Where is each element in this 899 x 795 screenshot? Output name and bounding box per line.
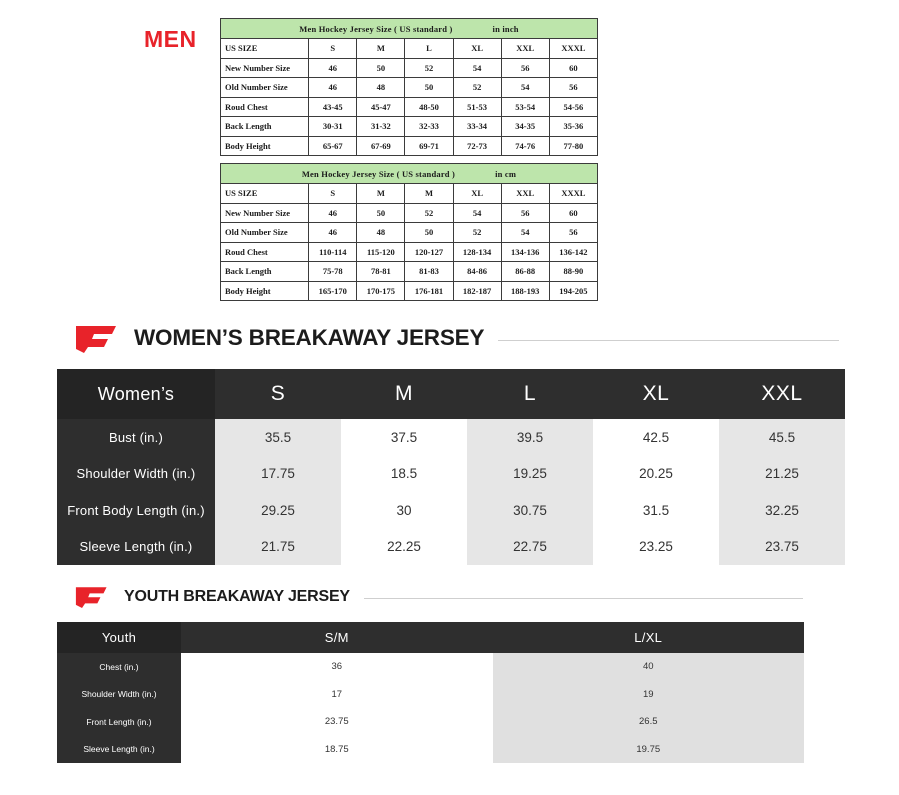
table-row — [57, 708, 804, 736]
womens-col-xxl: XXL — [719, 369, 845, 419]
men-inch-row-2-label: Roud Chest — [221, 97, 309, 117]
womens-size-section — [0, 323, 899, 565]
womens-section-title: WOMEN’S BREAKAWAY JERSEY — [134, 325, 485, 350]
men-cm-header-row — [221, 184, 598, 204]
womens-row-2-v2: 30.75 — [467, 492, 593, 529]
men-cm-row-2-label: Roud Chest — [221, 242, 309, 262]
men-inch-row-2-v5: 54-56 — [549, 97, 597, 117]
womens-row-0-v1: 37.5 — [341, 419, 467, 456]
men-inch-title-left: Men Hockey Jersey Size ( US standard ) — [299, 23, 453, 34]
men-cm-row-0-v2: 52 — [405, 203, 453, 223]
womens-row-1-v1: 18.5 — [341, 456, 467, 493]
men-inch-row-3-v0: 30-31 — [309, 117, 357, 137]
men-cm-row-3-v5: 88-90 — [549, 262, 597, 282]
men-cm-row-4-v2: 176-181 — [405, 281, 453, 301]
men-cm-col-4: XL — [453, 184, 501, 204]
men-cm-row-4-label: Body Height — [221, 281, 309, 301]
womens-row-2-v0: 29.25 — [215, 492, 341, 529]
men-cm-row-3-v0: 75-78 — [309, 262, 357, 282]
youth-row-0-label: Chest (in.) — [57, 653, 181, 681]
men-cm-col-6: XXXL — [549, 184, 597, 204]
men-inch-row-4-v5: 77-80 — [549, 136, 597, 156]
womens-col-s: S — [215, 369, 341, 419]
men-inch-row-4-v3: 72-73 — [453, 136, 501, 156]
table-row — [221, 78, 598, 98]
men-cm-col-1: S — [309, 184, 357, 204]
men-cm-col-0: US SIZE — [221, 184, 309, 204]
womens-row-2-v3: 31.5 — [593, 492, 719, 529]
youth-row-2-v1: 26.5 — [493, 708, 805, 736]
men-cm-row-4-v5: 194-205 — [549, 281, 597, 301]
womens-row-1-v3: 20.25 — [593, 456, 719, 493]
youth-row-1-label: Shoulder Width (in.) — [57, 681, 181, 709]
womens-header-row — [57, 369, 845, 419]
men-cm-row-1-v3: 52 — [453, 223, 501, 243]
men-cm-row-1-label: Old Number Size — [221, 223, 309, 243]
men-cm-row-0-label: New Number Size — [221, 203, 309, 223]
womens-section-header — [74, 323, 899, 353]
men-cm-row-3-v4: 86-88 — [501, 262, 549, 282]
men-tables-gap — [220, 156, 598, 163]
men-cm-row-0-v0: 46 — [309, 203, 357, 223]
youth-row-3-label: Sleeve Length (in.) — [57, 736, 181, 764]
womens-row-3-v2: 22.75 — [467, 529, 593, 566]
men-cm-col-3: M — [405, 184, 453, 204]
men-inch-row-1-v4: 54 — [501, 78, 549, 98]
table-row — [221, 117, 598, 137]
men-inch-row-1-label: Old Number Size — [221, 78, 309, 98]
youth-row-2-label: Front Length (in.) — [57, 708, 181, 736]
youth-row-3-v1: 19.75 — [493, 736, 805, 764]
fanatics-logo-icon — [74, 585, 110, 608]
table-row — [57, 681, 804, 709]
womens-row-2-label: Front Body Length (in.) — [57, 492, 215, 529]
men-cm-row-1-v2: 50 — [405, 223, 453, 243]
men-inch-header-row — [221, 39, 598, 59]
men-cm-table — [220, 163, 598, 301]
men-inch-row-1-v1: 48 — [357, 78, 405, 98]
womens-row-3-v0: 21.75 — [215, 529, 341, 566]
men-cm-row-4-v0: 165-170 — [309, 281, 357, 301]
men-inch-row-4-v2: 69-71 — [405, 136, 453, 156]
table-row — [221, 97, 598, 117]
womens-size-table — [57, 369, 845, 565]
men-inch-row-1-v5: 56 — [549, 78, 597, 98]
youth-row-2-v0: 23.75 — [181, 708, 493, 736]
men-cm-row-0-v1: 50 — [357, 203, 405, 223]
youth-size-section — [0, 585, 899, 763]
men-inch-col-5: XXL — [501, 39, 549, 59]
womens-row-0-v2: 39.5 — [467, 419, 593, 456]
men-cm-row-2-v0: 110-114 — [309, 242, 357, 262]
womens-corner-label: Women’s — [57, 369, 215, 419]
men-inch-row-2-v4: 53-54 — [501, 97, 549, 117]
men-inch-table — [220, 18, 598, 156]
men-inch-col-3: L — [405, 39, 453, 59]
men-cm-title-left: Men Hockey Jersey Size ( US standard ) — [301, 168, 456, 179]
men-inch-row-4-label: Body Height — [221, 136, 309, 156]
men-inch-col-1: S — [309, 39, 357, 59]
men-inch-row-3-v4: 34-35 — [501, 117, 549, 137]
youth-row-1-v0: 17 — [181, 681, 493, 709]
men-label: MEN — [144, 26, 197, 52]
men-cm-row-3-v1: 78-81 — [357, 262, 405, 282]
men-inch-row-3-v2: 32-33 — [405, 117, 453, 137]
youth-section-header — [74, 585, 899, 608]
men-cm-row-2-v2: 120-127 — [405, 242, 453, 262]
womens-row-1-label: Shoulder Width (in.) — [57, 456, 215, 493]
men-inch-row-3-v1: 31-32 — [357, 117, 405, 137]
table-row — [57, 529, 845, 566]
womens-row-0-v3: 42.5 — [593, 419, 719, 456]
men-inch-row-2-v1: 45-47 — [357, 97, 405, 117]
men-inch-col-2: M — [357, 39, 405, 59]
men-cm-row-1-v0: 46 — [309, 223, 357, 243]
men-inch-col-0: US SIZE — [221, 39, 309, 59]
youth-row-0-v1: 40 — [493, 653, 805, 681]
womens-col-m: M — [341, 369, 467, 419]
men-inch-row-0-v4: 56 — [501, 58, 549, 78]
men-inch-row-0-v0: 46 — [309, 58, 357, 78]
youth-corner-label: Youth — [57, 622, 181, 653]
womens-table-wrap — [57, 369, 845, 565]
men-cm-col-2: M — [357, 184, 405, 204]
men-inch-row-0-v2: 52 — [405, 58, 453, 78]
men-size-section — [0, 0, 899, 301]
men-inch-row-1-v3: 52 — [453, 78, 501, 98]
table-row — [221, 58, 598, 78]
men-cm-row-1-v1: 48 — [357, 223, 405, 243]
womens-row-2-v1: 30 — [341, 492, 467, 529]
men-inch-row-4-v0: 65-67 — [309, 136, 357, 156]
men-inch-row-0-v1: 50 — [357, 58, 405, 78]
men-cm-row-2-v1: 115-120 — [357, 242, 405, 262]
table-row — [57, 419, 845, 456]
womens-row-3-v4: 23.75 — [719, 529, 845, 566]
men-cm-row-2-v5: 136-142 — [549, 242, 597, 262]
womens-row-1-v4: 21.25 — [719, 456, 845, 493]
men-cm-col-5: XXL — [501, 184, 549, 204]
men-cm-row-1-v5: 56 — [549, 223, 597, 243]
men-inch-title-row — [221, 19, 598, 39]
womens-row-2-v4: 32.25 — [719, 492, 845, 529]
womens-row-0-v4: 45.5 — [719, 419, 845, 456]
men-cm-row-4-v3: 182-187 — [453, 281, 501, 301]
men-inch-row-2-v3: 51-53 — [453, 97, 501, 117]
youth-table-wrap — [57, 622, 804, 763]
womens-row-3-v1: 22.25 — [341, 529, 467, 566]
womens-row-0-label: Bust (in.) — [57, 419, 215, 456]
table-row — [221, 136, 598, 156]
men-inch-row-0-v5: 60 — [549, 58, 597, 78]
men-cm-row-0-v4: 56 — [501, 203, 549, 223]
men-cm-row-4-v4: 188-193 — [501, 281, 549, 301]
men-inch-title-right: in inch — [492, 23, 519, 34]
men-cm-row-2-v4: 134-136 — [501, 242, 549, 262]
youth-row-3-v0: 18.75 — [181, 736, 493, 764]
youth-col-lxl: L/XL — [493, 622, 805, 653]
men-cm-title-cell — [221, 164, 598, 184]
womens-col-xl: XL — [593, 369, 719, 419]
fanatics-logo-icon — [74, 323, 120, 353]
table-row — [57, 653, 804, 681]
men-inch-row-1-v2: 50 — [405, 78, 453, 98]
men-inch-row-1-v0: 46 — [309, 78, 357, 98]
men-cm-row-3-v3: 84-86 — [453, 262, 501, 282]
men-inch-col-4: XL — [453, 39, 501, 59]
womens-divider — [498, 340, 839, 341]
table-row — [57, 492, 845, 529]
men-cm-row-3-label: Back Length — [221, 262, 309, 282]
womens-row-0-v0: 35.5 — [215, 419, 341, 456]
men-cm-row-0-v5: 60 — [549, 203, 597, 223]
womens-col-l: L — [467, 369, 593, 419]
men-cm-row-1-v4: 54 — [501, 223, 549, 243]
men-cm-title-row — [221, 164, 598, 184]
womens-row-1-v2: 19.25 — [467, 456, 593, 493]
table-row — [57, 736, 804, 764]
table-row — [57, 456, 845, 493]
men-tables — [220, 18, 598, 301]
men-inch-row-3-v5: 35-36 — [549, 117, 597, 137]
table-row — [221, 242, 598, 262]
womens-row-3-v3: 23.25 — [593, 529, 719, 566]
youth-size-table — [57, 622, 804, 763]
table-row — [221, 262, 598, 282]
table-row — [221, 223, 598, 243]
men-inch-row-3-v3: 33-34 — [453, 117, 501, 137]
men-inch-row-0-label: New Number Size — [221, 58, 309, 78]
youth-divider — [364, 598, 803, 599]
men-cm-row-4-v1: 170-175 — [357, 281, 405, 301]
womens-row-1-v0: 17.75 — [215, 456, 341, 493]
men-inch-row-2-v2: 48-50 — [405, 97, 453, 117]
womens-row-3-label: Sleeve Length (in.) — [57, 529, 215, 566]
men-inch-row-4-v4: 74-76 — [501, 136, 549, 156]
youth-col-sm: S/M — [181, 622, 493, 653]
youth-row-1-v1: 19 — [493, 681, 805, 709]
youth-section-title: YOUTH BREAKAWAY JERSEY — [124, 587, 350, 605]
men-inch-col-6: XXXL — [549, 39, 597, 59]
men-cm-row-2-v3: 128-134 — [453, 242, 501, 262]
men-cm-row-3-v2: 81-83 — [405, 262, 453, 282]
youth-header-row — [57, 622, 804, 653]
men-cm-title-right: in cm — [495, 168, 517, 179]
table-row — [221, 203, 598, 223]
men-inch-row-0-v3: 54 — [453, 58, 501, 78]
men-inch-row-3-label: Back Length — [221, 117, 309, 137]
men-inch-row-2-v0: 43-45 — [309, 97, 357, 117]
men-inch-title-cell — [221, 19, 598, 39]
men-inch-row-4-v1: 67-69 — [357, 136, 405, 156]
youth-row-0-v0: 36 — [181, 653, 493, 681]
table-row — [221, 281, 598, 301]
men-cm-row-0-v3: 54 — [453, 203, 501, 223]
